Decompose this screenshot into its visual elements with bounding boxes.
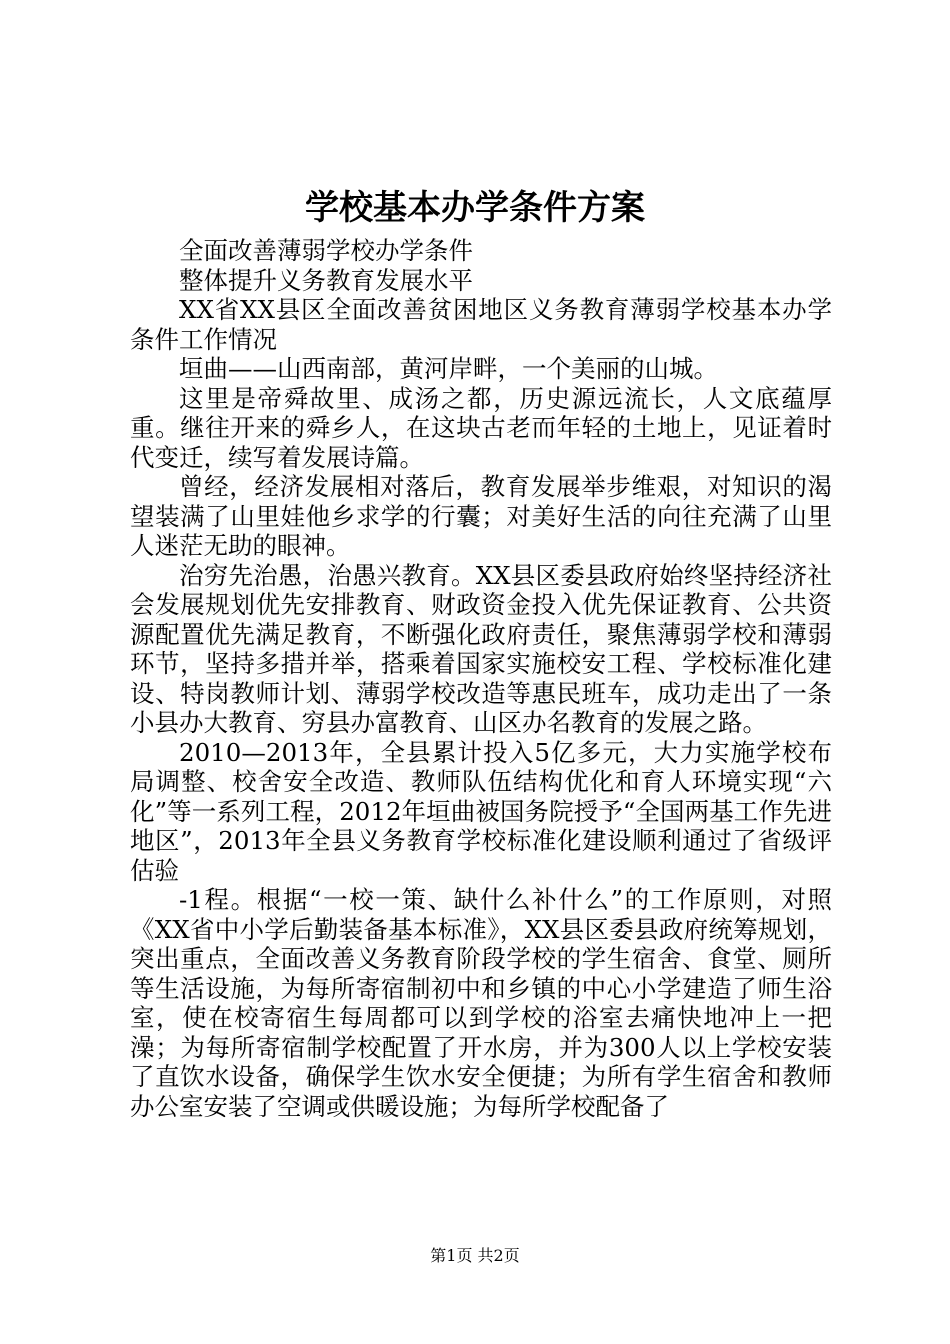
paragraph: 2010—2013年，全县累计投入5亿多元，大力实施学校布局调整、校舍安全改造、教师队伍结构优化和育人环境实现“六化”等一系列工程，2012年垣曲被国务院授予“全国两基工作先进地区”，2013年全县义务教育学校标准化建设顺利通过了省级评估验 <box>130 737 832 885</box>
paragraph: -1程。根据“一校一策、缺什么补什么”的工作原则，对照《XX省中小学后勤装备基本标准》，XX县区委县政府统筹规划，突出重点，全面改善义务教育阶段学校的学生宿舍、食堂、厕所等生活设施，为每所寄宿制初中和乡镇的中心小学建造了师生浴室，使在校寄宿生每周都可以到学校的浴室去痛快地冲上一把澡；为每所寄宿制学校配置了开水房，并为300人以上学校安装了直饮水设备，确保学生饮水安全便捷；为所有学生宿舍和教师办公室安装了空调或供暖设施；为每所学校配备了 <box>130 885 832 1121</box>
paragraph: XX省XX县区全面改善贫困地区义务教育薄弱学校基本办学条件工作情况 <box>130 295 832 354</box>
document-title: 学校基本办学条件方案 <box>305 188 645 228</box>
paragraph: 治穷先治愚，治愚兴教育。XX县区委县政府始终坚持经济社会发展规划优先安排教育、财政资金投入优先保证教育、公共资源配置优先满足教育，不断强化政府责任，聚焦薄弱学校和薄弱环节，坚持多措并举，搭乘着国家实施校安工程、学校标准化建设、特岗教师计划、薄弱学校改造等惠民班车，成功走出了一条小县办大教育、穷县办富教育、山区办名教育的发展之路。 <box>130 560 832 737</box>
paragraph: 曾经，经济发展相对落后，教育发展举步维艰，对知识的渴望装满了山里娃他乡求学的行囊；对美好生活的向往充满了山里人迷茫无助的眼神。 <box>130 472 832 560</box>
paragraph: 整体提升义务教育发展水平 <box>179 265 473 295</box>
paragraph: 垣曲——山西南部，黄河岸畔，一个美丽的山城。 <box>179 354 718 383</box>
document-body <box>130 236 832 1121</box>
paragraph: 这里是帝舜故里、成汤之都，历史源远流长，人文底蕴厚重。继往开来的舜乡人，在这块古老而年轻的土地上，见证着时代变迁，续写着发展诗篇。 <box>130 383 832 472</box>
page-number-footer: 第1页 共2页 <box>430 1246 520 1265</box>
paragraph: 全面改善薄弱学校办学条件 <box>179 236 473 265</box>
